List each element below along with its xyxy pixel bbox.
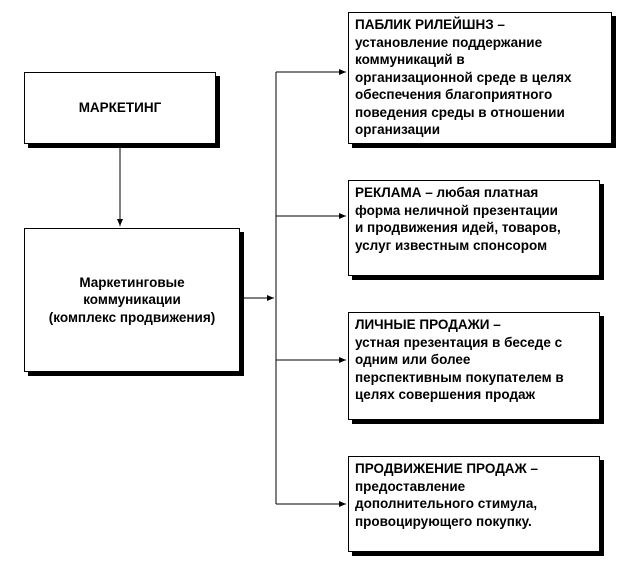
advertising-line-1: РЕКЛАМА – любая платная bbox=[355, 185, 539, 200]
public-relations-box bbox=[348, 12, 612, 144]
sales-promotion-line-2: предоставление bbox=[355, 478, 466, 494]
public-relations-line-4: организационной среде в целях bbox=[355, 69, 572, 85]
public-relations-line-5: обеспечения благоприятного bbox=[355, 87, 553, 102]
communications-line-3: (комплекс продвижения) bbox=[48, 309, 216, 325]
communications-line-2: коммуникации bbox=[83, 292, 181, 308]
personal-selling-line-4: перспективным покупателем в bbox=[355, 369, 564, 385]
public-relations-line-2: установление поддержание bbox=[355, 34, 543, 50]
personal-selling-line-3: одним или более bbox=[355, 352, 471, 367]
marketing-communications-box bbox=[24, 228, 240, 372]
public-relations-line-6: поведения среды в отношении bbox=[355, 104, 565, 120]
advertising-line-4: услуг известным спонсором bbox=[355, 237, 548, 253]
advertising-line-2: форма неличной презентации bbox=[355, 202, 558, 218]
personal-selling-line-5: целях совершения продаж bbox=[355, 387, 536, 402]
sales-promotion-line-1: ПРОДВИЖЕНИЕ ПРОДАЖ – bbox=[355, 461, 539, 476]
public-relations-line-1: ПАБЛИК РИЛЕЙШНЗ – bbox=[355, 17, 505, 32]
marketing-box bbox=[24, 72, 216, 144]
marketing-label: МАРКЕТИНГ bbox=[78, 100, 162, 116]
communications-line-1: Маркетинговые bbox=[79, 274, 185, 290]
advertising-box bbox=[348, 180, 600, 276]
personal-selling-box bbox=[348, 312, 600, 420]
sales-promotion-line-3: дополнительного стимула, bbox=[355, 496, 538, 511]
public-relations-line-3: коммуникаций в bbox=[355, 52, 465, 67]
advertising-line-3: и продвижения идей, товаров, bbox=[355, 220, 561, 235]
sales-promotion-box bbox=[348, 456, 600, 552]
sales-promotion-line-4: провоцирующего покупку. bbox=[355, 513, 532, 529]
personal-selling-line-1: ЛИЧНЫЕ ПРОДАЖИ – bbox=[355, 317, 501, 332]
public-relations-line-7: организации bbox=[355, 122, 441, 137]
personal-selling-line-2: устная презентация в беседе с bbox=[355, 334, 563, 350]
